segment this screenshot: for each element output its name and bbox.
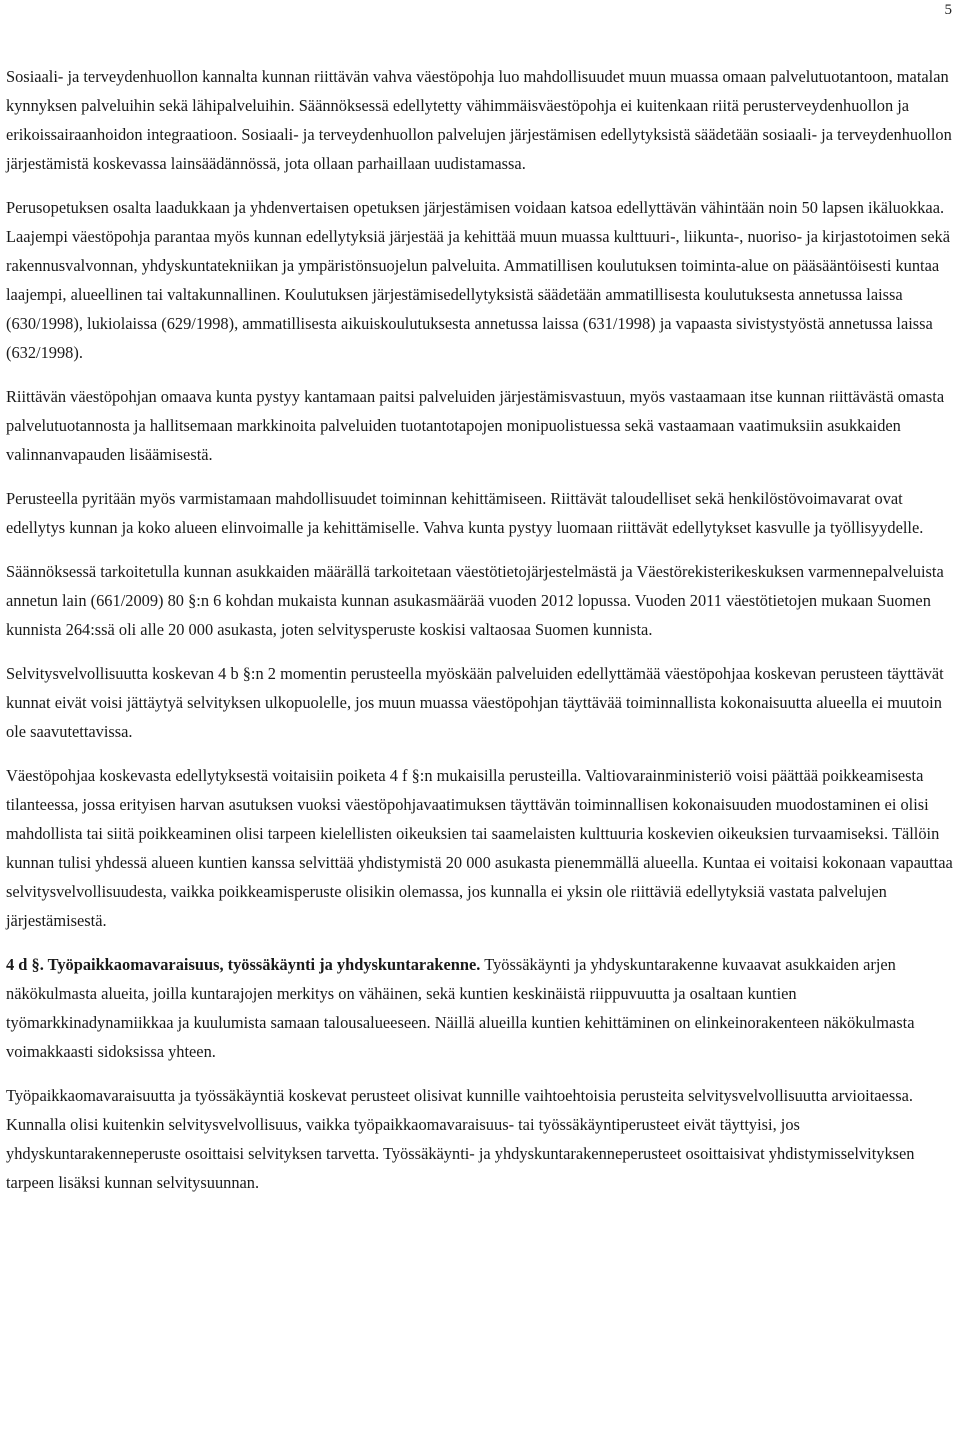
paragraph-sufficient-population: Riittävän väestöpohjan omaava kunta pystyy kantamaan paitsi palveluiden järjestämisvastuun, myös vastaamaan itse kunnan riittävästä omasta palvelutuotannosta ja hallitsemaan markkinoita palveluiden tuotantotapojen monipuolistuessa sekä vastaamaan vaatimuksiin asukkaiden valinnanvapauden lisäämisestä. <box>6 387 945 464</box>
section-4d-paragraph <box>6 950 956 1066</box>
section-text: Työssäkäynti ja yhdyskuntarakenne kuvaavat asukkaiden arjen näkökulmasta alueita, joilla kuntarajojen merkitys on vähäinen, sekä kuntien keskinäistä riippuvuutta ja osaltaan kuntien työmarkkinadynamiikkaa ja kuulumista samaan talousalueeseen. Näillä alueilla kuntien kehittäminen on elinkeinorakenteen näkökulmasta voimakkaasti sidoksissa yhteen. <box>6 955 915 1061</box>
paragraph-investigation-obligation: Selvitysvelvollisuutta koskevan 4 b §:n 2 momentin perusteella myöskään palveluiden edellyttämää väestöpohjaa koskevan perusteen täyttävät kunnat eivät voisi jättäytyä selvityksen ulkopuolelle, jos muun muassa väestöpohjan täyttävää toiminnallista kokonaisuutta alueella ei muutoin ole saavutettavissa. <box>6 664 944 741</box>
paragraph-development: Perusteella pyritään myös varmistamaan mahdollisuudet toiminnan kehittämiseen. Riittävät taloudelliset sekä henkilöstövoimavarat ovat edellytys kunnan ja koko alueen elinvoimalle ja kehittämiselle. Vahva kunta pystyy luomaan riittävät edellytykset kasvulle ja työllisyydelle. <box>6 489 924 537</box>
document-body <box>6 62 956 1212</box>
page-number: 5 <box>944 2 952 18</box>
paragraph-basic-education: Perusopetuksen osalta laadukkaan ja yhdenvertaisen opetuksen järjestämisen voidaan katsoa edellyttävän vähintään noin 50 lapsen ikäluokkaa. Laajempi väestöpohja parantaa myös kunnan edellytyksiä järjestää ja kehittää muun muassa kulttuuri-, liikunta-, nuoriso- ja kirjastotoimen sekä rakennusvalvonnan, yhdyskuntatekniikan ja ympäristönsuojelun palveluita. Ammatillisen koulutuksen toiminta-alue on pääsääntöisesti kuntaa laajempi, alueellinen tai valtakunnallinen. Koulutuksen järjestämisedellytyksistä säädetään ammatillisesta koulutuksesta annetussa laissa (630/1998), lukiolaissa (629/1998), ammatillisesta aikuiskoulutuksesta annetussa laissa (631/1998) ja vapaasta sivistystyöstä annetussa laissa (632/1998). <box>6 198 951 362</box>
paragraph-exceptions: Väestöpohjaa koskevasta edellytyksestä voitaisiin poiketa 4 f §:n mukaisilla perusteilla. Valtiovarainministeriö voisi päättää poikkeamisesta tilanteessa, jossa erityisen harvan asutuksen vuoksi väestöpohjavaatimuksen täyttävän toiminnallisen kokonaisuuden muodostaminen ei olisi mahdollista tai siitä poikkeaminen olisi tarpeen kielellisten oikeuksien tai saamelaisten kulttuuria koskevien oikeuksien turvaamiseksi. Tällöin kunnan tulisi yhdessä alueen kuntien kanssa selvittää yhdistymistä 20 000 asukasta pienemmällä alueella. Kuntaa ei voitaisi kokonaan vapauttaa selvitysvelvollisuudesta, vaikka poikkeamisperuste olisikin olemassa, jos kunnalla ei yksin ole riittäviä edellytyksiä vastata palvelujen järjestämisestä. <box>6 766 953 930</box>
paragraph-social-health: Sosiaali- ja terveydenhuollon kannalta kunnan riittävän vahva väestöpohja luo mahdollisuudet muun muassa omaan palvelutuotantoon, matalan kynnyksen palveluihin sekä lähipalveluihin. Säännöksessä edellytetty vähimmäisväestöpohja ei kuitenkaan riitä perusterveydenhuollon ja erikoissairaanhoidon integraatioon. Sosiaali- ja terveydenhuollon palvelujen järjestämisen edellytyksistä säädetään sosiaali- ja terveydenhuollon järjestämistä koskevassa lainsäädännössä, jota ollaan parhaillaan uudistamassa. <box>6 67 952 173</box>
section-heading: 4 d §. Työpaikkaomavaraisuus, työssäkäynti ja yhdyskuntarakenne. <box>6 955 481 974</box>
paragraph-workplace-self-sufficiency: Työpaikkaomavaraisuutta ja työssäkäyntiä koskevat perusteet olisivat kunnille vaihtoehtoisia perusteita selvitysvelvollisuutta arvioitaessa. Kunnalla olisi kuitenkin selvitysvelvollisuus, vaikka työpaikkaomavaraisuus- tai työssäkäyntiperusteet eivät täyttyisi, jos yhdyskuntarakenneperuste osoittaisi selvityksen tarvetta. Työssäkäynti- ja yhdyskuntarakenneperusteet osoittaisivat yhdistymisselvityksen tarpeen lisäksi kunnan selvitysuunnan. <box>6 1086 915 1192</box>
paragraph-population-definition: Säännöksessä tarkoitetulla kunnan asukkaiden määrällä tarkoitetaan väestötietojärjestelmästä ja Väestörekisterikeskuksen varmennepalveluista annetun lain (661/2009) 80 §:n 6 kohdan mukaista kunnan asukasmäärää vuoden 2012 lopussa. Vuoden 2011 väestötietojen mukaan Suomen kunnista 264:ssä oli alle 20 000 asukasta, joten selvitysperuste koskisi valtaosaa Suomen kunnista. <box>6 562 944 639</box>
